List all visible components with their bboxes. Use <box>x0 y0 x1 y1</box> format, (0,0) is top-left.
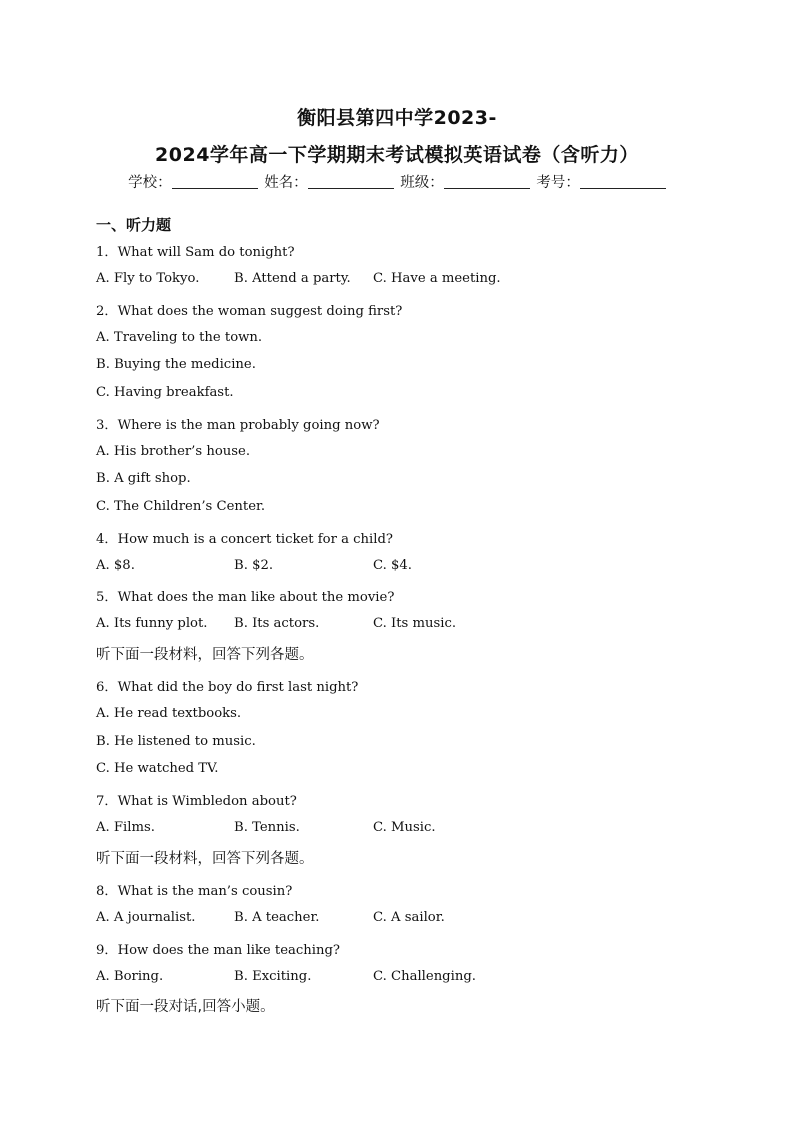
option-c: C. Music. <box>373 820 436 835</box>
instruction-text: 听下面一段材料，回答下列各题。 <box>96 647 314 663</box>
option-c: C. He watched TV. <box>96 761 219 776</box>
name-blank[interactable] <box>308 174 394 189</box>
option-c: C. Its music. <box>373 616 457 631</box>
option-a: A. Its funny plot. <box>96 616 208 631</box>
option-a: A. He read textbooks. <box>96 706 242 721</box>
question-stem: 7．What is Wimbledon about? <box>96 794 297 809</box>
option-b: B. He listened to music. <box>96 734 256 749</box>
exam-number-blank[interactable] <box>580 174 666 189</box>
school-blank[interactable] <box>172 174 258 189</box>
option-a: A. Fly to Tokyo. <box>96 271 200 286</box>
school-label: 学校： <box>128 175 172 191</box>
class-blank[interactable] <box>444 174 530 189</box>
instruction-text: 听下面一段对话,回答小题。 <box>96 999 275 1015</box>
option-c: C. The Children’s Center. <box>96 499 266 514</box>
question-stem: 4．How much is a concert ticket for a child? <box>96 532 393 547</box>
option-c: C. $4. <box>373 558 412 573</box>
option-a: A. His brother’s house. <box>96 444 251 459</box>
exam-title-line-1: 衡阳县第四中学2023- <box>297 107 497 129</box>
option-b: B. Tennis. <box>234 820 300 835</box>
question-stem: 9．How does the man like teaching? <box>96 943 340 958</box>
option-b: B. Its actors. <box>234 616 320 631</box>
question-stem: 3．Where is the man probably going now? <box>96 418 380 433</box>
question-stem: 5．What does the man like about the movie? <box>96 590 395 605</box>
question-stem: 8．What is the man’s cousin? <box>96 884 293 899</box>
exam-title-line-2: 2024学年高一下学期期末考试模拟英语试卷（含听力） <box>155 144 639 166</box>
option-b: B. Exciting. <box>234 969 312 984</box>
student-info-row <box>0 171 794 192</box>
section-heading-listening: 一、听力题 <box>96 216 172 234</box>
option-c: C. Challenging. <box>373 969 476 984</box>
option-c: C. Have a meeting. <box>373 271 501 286</box>
question-stem: 1．What will Sam do tonight? <box>96 245 295 260</box>
instruction-text: 听下面一段材料，回答下列各题。 <box>96 851 314 867</box>
option-b: B. A gift shop. <box>96 471 191 486</box>
option-c: C. A sailor. <box>373 910 445 925</box>
question-stem: 6．What did the boy do first last night? <box>96 680 359 695</box>
question-stem: 2．What does the woman suggest doing first? <box>96 304 403 319</box>
option-b: B. A teacher. <box>234 910 320 925</box>
option-a: A. $8. <box>96 558 135 573</box>
option-a: A. A journalist. <box>96 910 196 925</box>
exam-number-label: 考号： <box>536 175 580 191</box>
option-a: A. Traveling to the town. <box>96 330 263 345</box>
name-label: 姓名： <box>264 175 308 191</box>
option-b: B. Attend a party. <box>234 271 351 286</box>
class-label: 班级： <box>400 175 444 191</box>
option-b: B. Buying the medicine. <box>96 357 256 372</box>
option-b: B. $2. <box>234 558 274 573</box>
option-c: C. Having breakfast. <box>96 385 234 400</box>
option-a: A. Boring. <box>96 969 164 984</box>
option-a: A. Films. <box>96 820 155 835</box>
